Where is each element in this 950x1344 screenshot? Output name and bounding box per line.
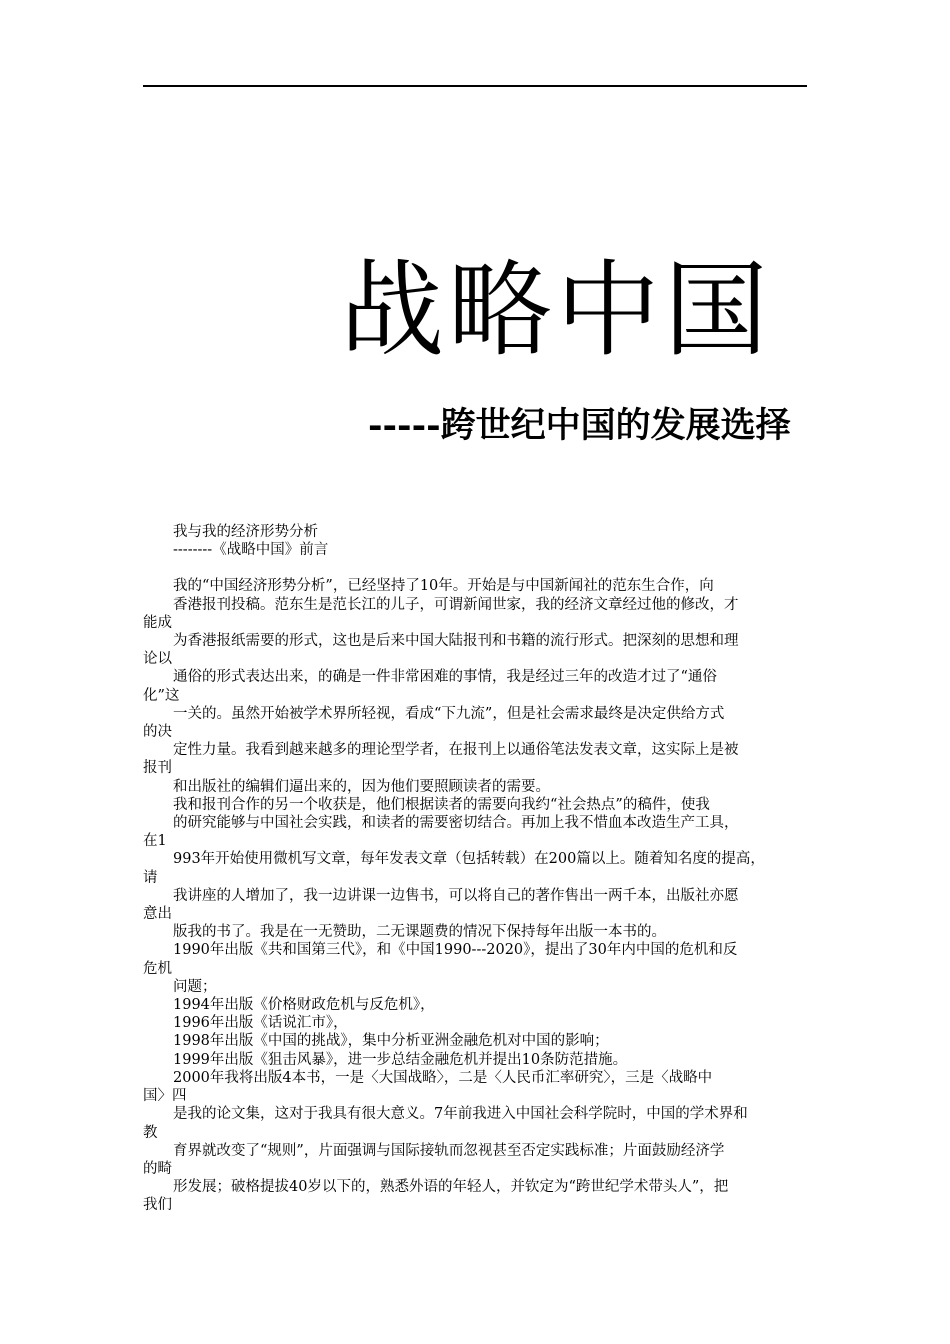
preface-heading: 我与我的经济形势分析 <box>173 524 318 540</box>
text-line: 请 <box>143 869 158 886</box>
text-line: 育界就改变了“规则”，片面强调与国际接轨而忽视甚至否定实践标准；片面鼓励经济学 <box>173 1142 725 1159</box>
text-line: 化”这 <box>143 687 180 704</box>
text-line: 993年开始使用微机写文章，每年发表文章（包括转载）在200篇以上。随着知名度的提高， <box>173 851 765 868</box>
text-line: 意出 <box>143 906 172 923</box>
text-line: 香港报刊投稿。范东生是范长江的儿子，可谓新闻世家，我的经济文章经过他的修改，才 <box>173 596 739 613</box>
top-rule <box>143 85 807 87</box>
text-line: 1990年出版《共和国第三代》，和《中国1990---2020》，提出了30年内中国的危机和反 <box>173 942 738 959</box>
text-line: 的畸 <box>143 1160 172 1177</box>
preface-subheading: --------《战略中国》前言 <box>173 542 329 559</box>
text-line: 版我的书了。我是在一无赞助，二无课题费的情况下保持每年出版一本书的。 <box>173 924 666 941</box>
text-line: 我们 <box>143 1197 172 1214</box>
text-line: 我的“中国经济形势分析”，已经坚持了10年。开始是与中国新闻社的范东生合作，向 <box>173 578 714 595</box>
document-subtitle: -----跨世纪中国的发展选择 <box>368 405 791 446</box>
text-line: 定性力量。我看到越来越多的理论型学者，在报刊上以通俗笔法发表文章，这实际上是被 <box>173 742 739 759</box>
paragraph-gap <box>143 559 818 577</box>
text-line: 是我的论文集，这对于我具有很大意义。7年前我进入中国社会科学院时，中国的学术界和 <box>173 1106 748 1123</box>
text-line: 国〉四 <box>143 1088 187 1105</box>
text-line: 的研究能够与中国社会实践，和读者的需要密切结合。再加上我不惜血本改造生产工具， <box>173 815 739 832</box>
text-line: 和出版社的编辑们逼出来的，因为他们要照顾读者的需要。 <box>173 778 550 795</box>
text-line: 的决 <box>143 724 172 741</box>
text-line: 1994年出版《价格财政危机与反危机》， <box>173 997 435 1014</box>
text-line: 我讲座的人增加了，我一边讲课一边售书，可以将自己的著作售出一两千本，出版社亦愿 <box>173 887 739 904</box>
preface-body <box>143 523 818 1215</box>
text-line: 我和报刊合作的另一个收获是，他们根据读者的需要向我约“社会热点”的稿件，使我 <box>173 796 710 813</box>
text-line: 在1 <box>143 833 167 850</box>
text-line: 为香港报纸需要的形式，这也是后来中国大陆报刊和书籍的流行形式。把深刻的思想和理 <box>173 633 739 650</box>
text-line: 能成 <box>143 614 172 631</box>
text-line: 教 <box>143 1124 158 1141</box>
text-line: 1999年出版《狙击风暴》，进一步总结金融危机并提出10条防范措施。 <box>173 1051 628 1068</box>
text-line: 形发展；破格提拔40岁以下的，熟悉外语的年轻人，并钦定为“跨世纪学术带头人”，把 <box>173 1179 729 1196</box>
text-line: 危机 <box>143 960 172 977</box>
text-line: 论以 <box>143 651 172 668</box>
text-line: 1998年出版《中国的挑战》，集中分析亚洲金融危机对中国的影响； <box>173 1033 609 1050</box>
document-title: 战略中国 <box>340 249 773 371</box>
text-line: 问题； <box>173 978 217 995</box>
text-line: 一关的。虽然开始被学术界所轻视，看成“下九流”，但是社会需求最终是决定供给方式 <box>173 705 725 722</box>
text-line: 1996年出版《话说汇市》， <box>173 1015 348 1032</box>
text-line: 报刊 <box>143 760 172 777</box>
text-line: 2000年我将出版4本书，一是〈大国战略〉，二是〈人民币汇率研究〉，三是〈战略中 <box>173 1069 713 1086</box>
text-line: 通俗的形式表达出来，的确是一件非常困难的事情，我是经过三年的改造才过了“通俗 <box>173 669 717 686</box>
